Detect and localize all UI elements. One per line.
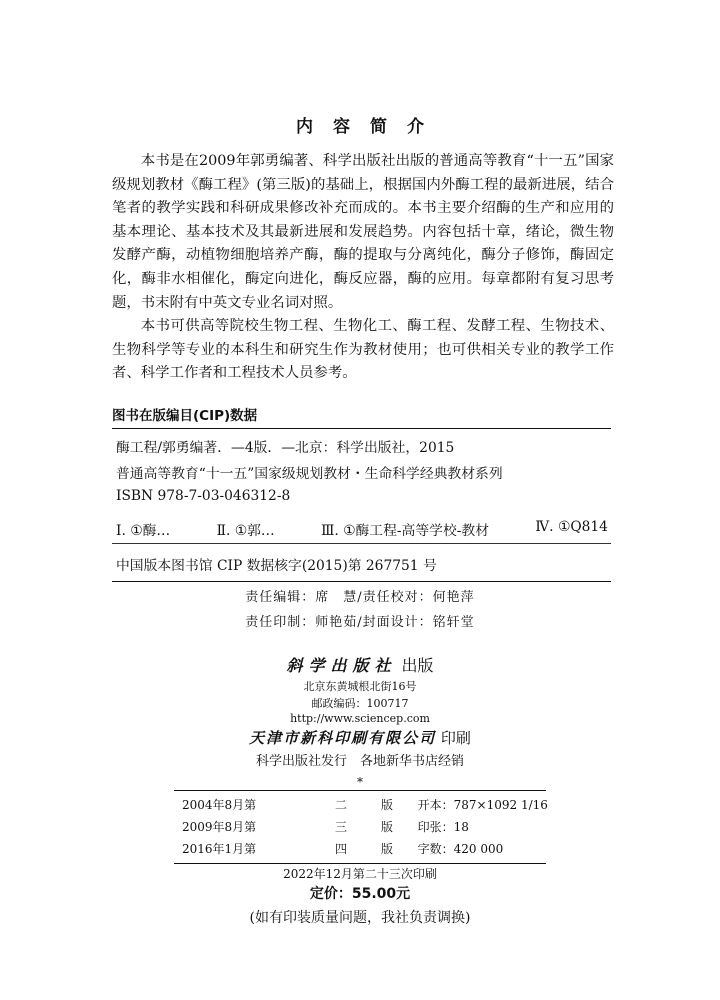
impression-line: 2022年12月第二十三次印刷 bbox=[283, 867, 437, 881]
cip-record bbox=[112, 428, 611, 582]
publisher-postcode: 邮政编码：100717 bbox=[311, 697, 409, 710]
cip-title-line: 酶工程/郭勇编著．—4版．—北京：科学出版社，2015 bbox=[116, 440, 455, 456]
edition-kind: 版 bbox=[380, 820, 393, 834]
cip-class-item: Ⅳ. ①Q814 bbox=[535, 519, 608, 535]
edition-number: 三 bbox=[334, 820, 347, 834]
distribution-line: 科学出版社发行 各地新华书店经销 bbox=[255, 754, 464, 769]
edition-number: 四 bbox=[334, 842, 347, 856]
cip-number-line: 中国版本图书馆 CIP 数据核字(2015)第 267751 号 bbox=[116, 558, 437, 574]
page-title: 内容简介 bbox=[296, 117, 444, 137]
cip-class-item: Ⅰ. ①酶… bbox=[116, 523, 171, 539]
edition-date: 2004年8月第 bbox=[182, 798, 257, 812]
editor-credits-1: 责任编辑：席 慧/责任校对：何艳萍 bbox=[245, 590, 475, 605]
cip-classification-line bbox=[116, 519, 608, 539]
edition-kind: 版 bbox=[380, 842, 393, 856]
publisher-name: 斜学出版社 bbox=[286, 656, 397, 675]
cip-class-item: Ⅲ. ①酶工程-高等学校-教材 bbox=[321, 523, 490, 539]
cip-class-item: Ⅱ. ①郭… bbox=[216, 523, 275, 539]
edition-number: 二 bbox=[334, 798, 347, 812]
publisher-suffix: 出版 bbox=[401, 656, 434, 675]
price-line: 定价：55.00元 bbox=[309, 886, 411, 902]
printer-name: 天津市新科印刷有限公司 bbox=[249, 729, 437, 747]
edition-info: 印张：18 bbox=[417, 820, 469, 834]
cip-series-line: 普通高等教育“十一五”国家级规划教材・生命科学经典教材系列 bbox=[116, 466, 503, 482]
editor-credits-2: 责任印制：师艳茹/封面设计：铭轩堂 bbox=[245, 615, 475, 630]
edition-info: 字数：420 000 bbox=[417, 842, 504, 856]
printer-suffix: 印刷 bbox=[440, 729, 471, 747]
edition-row bbox=[182, 796, 548, 813]
cip-heading: 图书在版编目(CIP)数据 bbox=[112, 408, 258, 424]
printer-line bbox=[0, 727, 720, 748]
edition-date: 2009年8月第 bbox=[182, 820, 257, 834]
cip-isbn-line: ISBN 978-7-03-046312-8 bbox=[116, 488, 291, 504]
separator-star: * bbox=[357, 775, 363, 789]
cip-divider bbox=[112, 543, 611, 544]
edition-date: 2016年1月第 bbox=[182, 842, 257, 856]
edition-info: 开本：787×1092 1/16 bbox=[417, 798, 548, 812]
edition-kind: 版 bbox=[380, 798, 393, 812]
publisher-line bbox=[0, 653, 720, 676]
edition-row bbox=[182, 840, 503, 857]
summary-paragraph-2: 本书可供高等院校生物工程、生物化工、酶工程、发酵工程、生物技术、生物科学等专业的本科生和研究生作为教材使用；也可供相关专业的教学工作者、科学工作者和工程技术人员参考。 bbox=[112, 318, 614, 382]
publisher-url: http://www.sciencep.com bbox=[290, 712, 430, 725]
publisher-address: 北京东黄城根北街16号 bbox=[303, 680, 417, 693]
quality-note: (如有印装质量问题，我社负责调换) bbox=[249, 910, 471, 926]
edition-row bbox=[182, 818, 469, 835]
summary-paragraph-1: 本书是在2009年郭勇编著、科学出版社出版的普通高等教育“十一五”国家级规划教材《酶工程》(第三版)的基础上，根据国内外酶工程的最新进展，结合笔者的教学实践和科研成果修改补充而成的。本书主要介绍酶的生产和应用的基本理论、基本技术及其最新进展和发展趋势。内容包括十章，绪论，微生物发酵产酶，动植物细胞培养产酶，酶的提取与分离纯化，酶分子修饰，酶固定化，酶非水相催化，酶定向进化，酶反应器，酶的应用。每章都附有复习思考题，书末附有中英文专业名词对照。 bbox=[112, 153, 614, 311]
summary-section bbox=[112, 150, 614, 386]
edition-table bbox=[174, 790, 546, 864]
